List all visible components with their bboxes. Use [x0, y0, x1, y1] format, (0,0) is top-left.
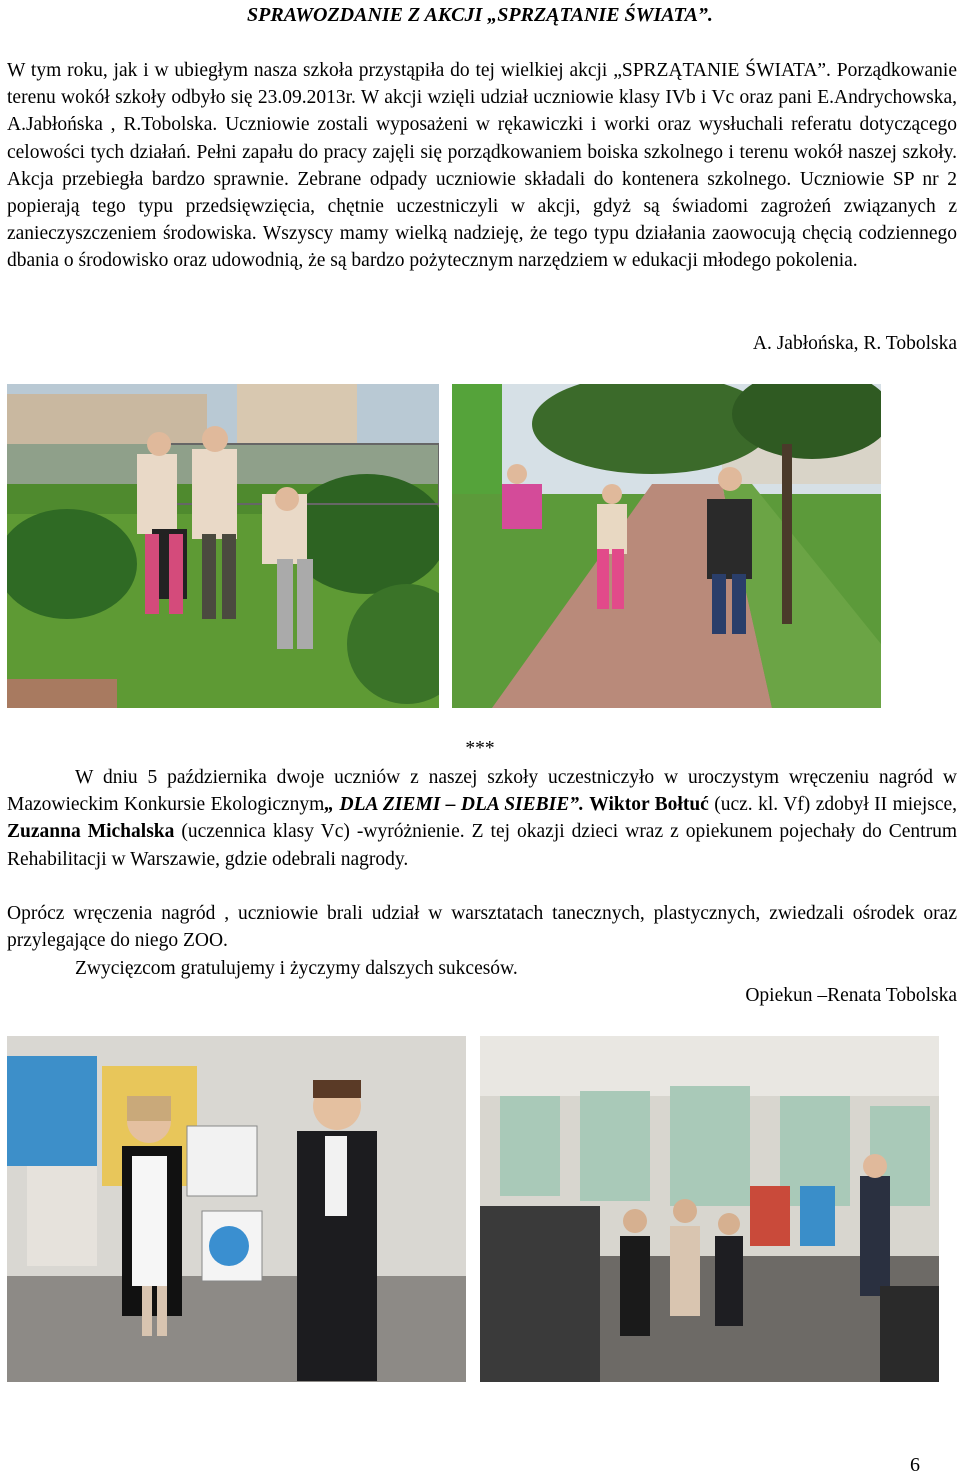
photo-cleanup-path: [452, 384, 881, 708]
winner-name-2: Zuzanna Michalska: [7, 821, 175, 843]
page-number: 6: [910, 1454, 920, 1476]
contest-name: „ DLA ZIEMI – DLA SIEBIE”.: [324, 794, 584, 816]
workshops-paragraph: Oprócz wręczenia nagród , uczniowie brali udział w warsztatach tanecznych, plastycznych, zwiedzali ośrodek oraz przylegające do niego ZOO.: [7, 903, 957, 952]
congratulations-text: Zwycięzcom gratulujemy i życzymy dalszych sukcesów.: [75, 958, 518, 979]
award-text-mid: (ucz. kl. Vf) zdobył II miejsce,: [708, 794, 958, 816]
winner-name-1: Wiktor Bołtuć: [589, 794, 709, 816]
photo-cleanup-grass: [7, 384, 439, 708]
report-title: SPRAWOZDANIE Z AKCJI „SPRZĄTANIE ŚWIATA”.: [247, 4, 713, 26]
award-paragraph: [7, 764, 957, 873]
photo-award-hall: [480, 1036, 939, 1382]
award-text-intro: W dniu 5 października dwoje uczniów z naszej szkoły uczestniczyło w uroczystym wręczeniu nagród w Mazowieckim Konkursie Ekologicznym: [7, 767, 957, 816]
section-separator: ***: [465, 738, 495, 759]
award-signature: Opiekun –Renata Tobolska: [745, 985, 957, 1006]
report-signature: A. Jabłońska, R. Tobolska: [752, 333, 957, 354]
congratulations-paragraph: [7, 955, 957, 982]
report-body: W tym roku, jak i w ubiegłym nasza szkoła przystąpiła do tej wielkiej akcji „SPRZĄTANIE ŚWIATA”. Porządkowanie terenu wokół szkoły odbyło się 23.09.2013r. W akcji wzięli udział uczniowie klasy IVb i Vc oraz pani E.Andrychowska, A.Jabłońska , R.Tobolska. Uczniowie zostali wyposażeni w rękawiczki i worki oraz wysłuchali referatu dotyczącego celowości tych działań. Pełni zapału do pracy zajęli się porządkowaniem boiska szkolnego i terenu wokół naszej szkoły. Akcja przebiegła bardzo sprawnie. Zebrane odpady uczniowie składali do kontenera szkolnego. Uczniowie SP nr 2 popierają tego typu przedsięwzięcia, chętnie uczestniczyli w akcji, gdyż są świadomi zagrożeń związanych z zanieczyszczeniem środowiska. Wszyscy mamy wielką nadzieję, że tego typu działania zaowocują chęcią codziennego dbania o środowisko oraz udowodnią, że są bardzo pożytecznym narzędziem w edukacji młodego pokolenia.: [7, 60, 957, 272]
photo-award-students: [7, 1036, 466, 1382]
award-text-end: (uczennica klasy Vc) -wyróżnienie. Z tej okazji dzieci wraz z opiekunem pojechały do Centrum Rehabilitacji w Warszawie, gdzie odebrali nagrody.: [7, 821, 957, 870]
